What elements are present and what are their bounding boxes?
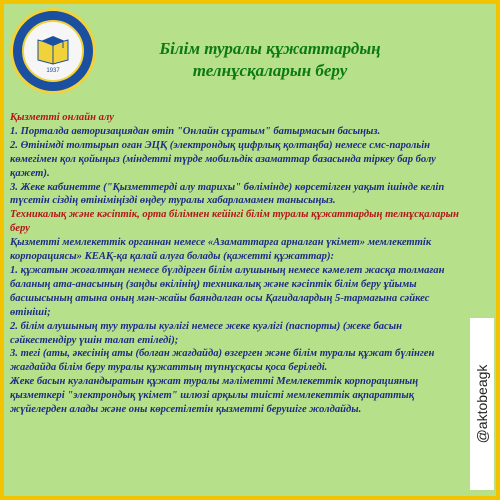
page-title: Білім туралы құжаттардың телнұсқаларын беру xyxy=(159,39,381,80)
step-3: 3. Жеке кабинетте ("Қызметтерді алу тарихы" бөлімінде) көрсетілген уақыт ішінде келіп түсетін сіздің өтініміңізді өңдеу туралы хабарламамен танысыңыз. xyxy=(10,181,445,207)
online-heading: Қызметті онлайн алу xyxy=(10,112,114,123)
section-heading: Техникалық және кәсіптік, орта білімнен кейінгі білім туралы құжаттардың телнұсқаларын беру xyxy=(10,209,459,235)
info-text xyxy=(10,111,460,417)
college-seal-icon xyxy=(22,20,84,82)
how-to-paragraph: Қызметті мемлекеттік органнан немесе «Азаматтарға арналған үкімет» мемлекеттік корпорациясы» КЕАҚ-қа қалай алуға болады (қажетті құжаттар): xyxy=(10,237,432,263)
open-book-icon xyxy=(33,34,73,68)
step-2: 2. Өтінімді толтырып оған ЭЦҚ (электрондық цифрлық қолтаңба) немесе смс-парольін көмегімен қол қойыңыз (міндетті түрде мобильдік азаматтар базасында тіркеу бар болу қажет). xyxy=(10,139,436,179)
college-logo xyxy=(10,8,96,94)
doc-item-3: 3. тегі (аты, әкесінің аты (болған жағдайда) өзгерген және білім туралы құжат бүлінген жағдайда білім беру туралы құжаттың түпнұсқасы қоса беріледі. xyxy=(10,348,435,374)
instagram-handle: @aktobeagk xyxy=(474,364,490,444)
final-note: Жеке басын куәландыратын құжат туралы мәліметті Мемлекеттік корпорацияның қызметкері "электрондық үкімет" шлюзі арқылы тиісті мемлекеттік ақпараттық жүйелерден алады және оны көрсетілетін қызметті берушіге жолдайды. xyxy=(10,376,419,416)
instagram-handle-tag xyxy=(470,318,494,490)
logo-year: 1937 xyxy=(46,68,60,74)
step-1: 1. Порталда авторизациядан өтіп "Онлайн сұратым" батырмасын басыңыз. xyxy=(10,125,381,137)
doc-item-2: 2. білім алушының туу туралы куәлігі немесе жеке куәлігі (паспорты) (жеке басын сәйкестендіру үшін талап етіледі); xyxy=(10,320,402,346)
doc-item-1: 1. құжатын жоғалтқан немесе бүлдірген білім алушының немесе кәмелет жасқа толмаған баланың ата-анасының (заңды өкілінің) техникалық және кәсіптік білім беру ұйымы басшысының атына оның мән-жайы баяндалған осы Қағидалардың 5-тармағына сәйкес өтініші; xyxy=(10,264,445,318)
